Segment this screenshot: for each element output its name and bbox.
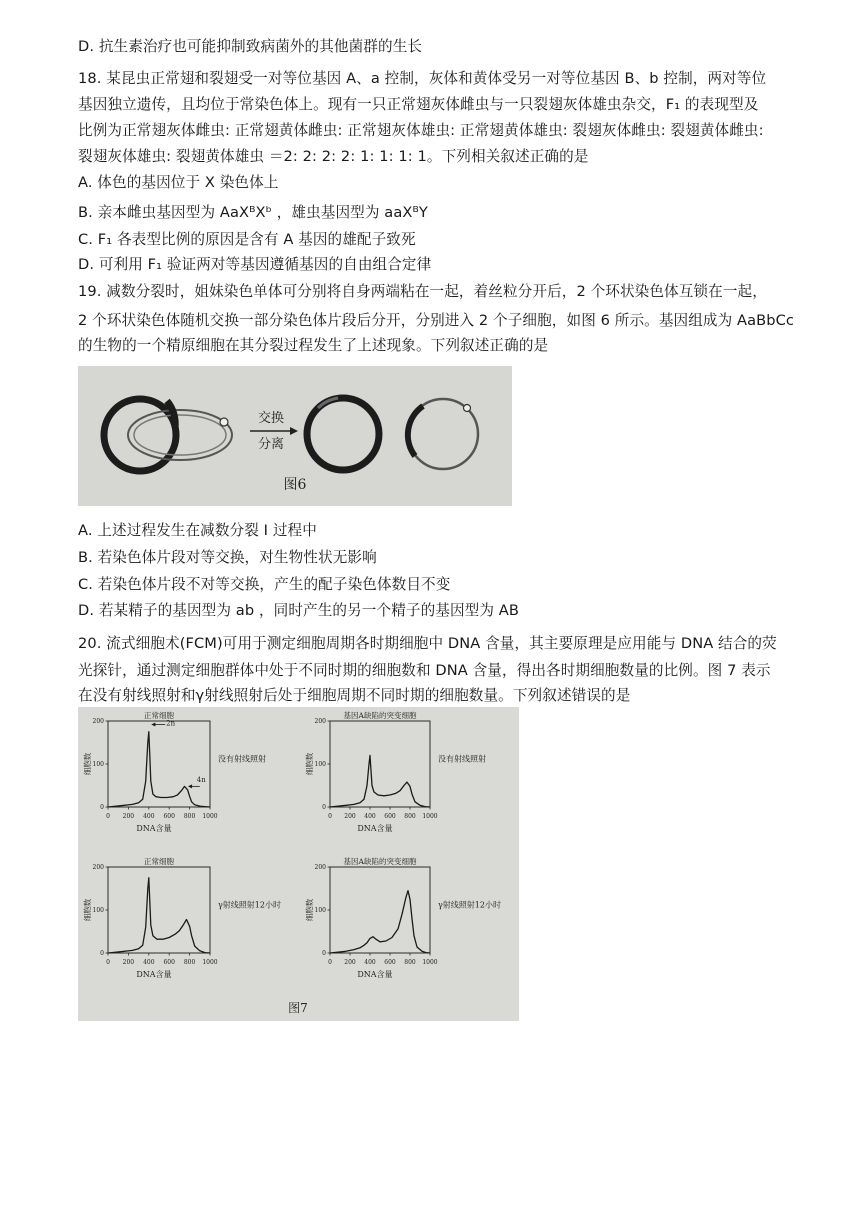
x-tick-label: 800 [183, 959, 196, 966]
q18-option-b: B. 亲本雌虫基因型为 AaXᴮXᵇ ，雄虫基因型为 aaXᴮY [78, 204, 428, 221]
annotation-4n: 4n [196, 776, 206, 785]
y-axis-label: 细胞数 [305, 752, 314, 776]
x-axis-label: DNA含量 [136, 824, 172, 833]
q19-stem-line-1: 19. 减数分裂时，姐妹染色单体可分别将自身两端粘在一起，着丝粒分开后，2 个环状染色体互锁在一起， [78, 283, 767, 300]
x-tick-label: 0 [328, 959, 332, 966]
x-tick-label: 200 [344, 959, 356, 966]
y-tick-label: 0 [100, 804, 104, 811]
x-tick-label: 0 [106, 813, 110, 820]
q18-stem-line-1: 18. 某昆虫正常翅和裂翅受一对等位基因 A、a 控制，灰体和黄体受另一对等位基因 B、b 控制，两对等位 [78, 70, 767, 87]
y-tick-label: 200 [314, 864, 326, 871]
x-tick-label: 0 [328, 813, 332, 820]
y-tick-label: 200 [92, 718, 104, 725]
q20-stem-line-3: 在没有射线照射和γ射线照射后处于细胞周期不同时期的细胞数量。下列叙述错误的是 [78, 687, 631, 704]
x-tick-label: 800 [183, 813, 196, 820]
x-axis-label: DNA含量 [357, 970, 393, 979]
x-tick-label: 400 [143, 959, 155, 966]
chart-condition-label: 没有射线照射 [218, 754, 266, 764]
x-tick-label: 1000 [422, 959, 438, 966]
x-tick-label: 1000 [202, 959, 218, 966]
arrow-label-separate: 分离 [257, 437, 285, 452]
annotation-2n: 2n [166, 719, 176, 728]
chart-title: 基因A缺陷的突变细胞 [343, 857, 417, 866]
y-tick-label: 100 [314, 761, 326, 768]
y-tick-label: 0 [100, 950, 104, 957]
x-tick-label: 0 [106, 959, 110, 966]
figure-6-caption: 图6 [283, 477, 307, 493]
x-axis-label: DNA含量 [136, 970, 172, 979]
y-axis-label: 细胞数 [83, 752, 92, 776]
x-tick-label: 1000 [202, 813, 218, 820]
chart-condition-label: γ射线照射12小时 [438, 900, 501, 910]
chart-title: 基因A缺陷的突变细胞 [343, 711, 417, 720]
centromere-dot [220, 418, 228, 426]
q18-stem-line-3: 比例为正常翅灰体雌虫: 正常翅黄体雌虫: 正常翅灰体雄虫: 正常翅黄体雄虫: 裂翅灰体雌虫: 裂翅黄体雌虫: [78, 122, 764, 139]
y-axis-label: 细胞数 [305, 898, 314, 922]
q19-option-a: A. 上述过程发生在减数分裂 I 过程中 [78, 522, 317, 539]
x-tick-label: 400 [364, 959, 376, 966]
q18-stem-line-2: 基因独立遗传，且均位于常染色体上。现有一只正常翅灰体雌虫与一只裂翅灰体雄虫杂交，F₁ 的表现型及 [78, 96, 759, 113]
q19-option-c: C. 若染色体片段不对等交换，产生的配子染色体数目不变 [78, 576, 451, 593]
y-tick-label: 200 [314, 718, 326, 725]
x-tick-label: 400 [364, 813, 376, 820]
y-tick-label: 100 [314, 907, 326, 914]
x-tick-label: 400 [143, 813, 155, 820]
chart-condition-label: 没有射线照射 [438, 754, 486, 764]
x-tick-label: 200 [344, 813, 356, 820]
x-tick-label: 800 [404, 959, 416, 966]
q17-option-d: D. 抗生素治疗也可能抑制致病菌外的其他菌群的生长 [78, 38, 423, 55]
q19-option-d: D. 若某精子的基因型为 ab ，同时产生的另一个精子的基因型为 AB [78, 602, 519, 619]
q20-stem-line-1: 20. 流式细胞术(FCM)可用于测定细胞周期各时期细胞中 DNA 含量，其主要原理是应用能与 DNA 结合的荧 [78, 635, 777, 652]
y-tick-label: 100 [92, 761, 104, 768]
chart-title: 正常细胞 [144, 711, 174, 720]
arrow-label-exchange: 交换 [257, 411, 285, 426]
figure-7-fcm-charts [78, 707, 519, 1021]
x-tick-label: 800 [404, 813, 416, 820]
x-tick-label: 1000 [422, 813, 438, 820]
x-tick-label: 600 [163, 813, 175, 820]
q18-option-a: A. 体色的基因位于 X 染色体上 [78, 174, 279, 191]
q18-option-d: D. 可利用 F₁ 验证两对等基因遵循基因的自由组合定律 [78, 256, 432, 273]
q19-stem-line-3: 的生物的一个精原细胞在其分裂过程发生了上述现象。下列叙述正确的是 [78, 337, 549, 354]
figure-6-ring-chromosomes [78, 366, 512, 506]
x-axis-label: DNA含量 [357, 824, 393, 833]
q19-option-b: B. 若染色体片段对等交换，对生物性状无影响 [78, 549, 377, 566]
x-tick-label: 600 [384, 959, 396, 966]
chart-title: 正常细胞 [144, 857, 174, 866]
chart-condition-label: γ射线照射12小时 [218, 900, 281, 910]
q19-stem-line-2: 2 个环状染色体随机交换一部分染色体片段后分开，分别进入 2 个子细胞，如图 6 所示。基因组成为 AaBbCc [78, 312, 795, 329]
y-tick-label: 0 [322, 804, 326, 811]
x-tick-label: 200 [122, 959, 135, 966]
q18-stem-line-4: 裂翅灰体雄虫: 裂翅黄体雄虫 ＝2: 2: 2: 2: 1: 1: 1: 1。下列相关叙述正确的是 [78, 148, 589, 165]
x-tick-label: 600 [163, 959, 175, 966]
x-tick-label: 600 [384, 813, 396, 820]
figure-7-caption: 图7 [288, 1001, 308, 1015]
y-tick-label: 100 [92, 907, 104, 914]
q20-stem-line-2: 光探针，通过测定细胞群体中处于不同时期的细胞数和 DNA 含量，得出各时期细胞数量的比例。图 7 表示 [78, 662, 771, 679]
x-tick-label: 200 [122, 813, 135, 820]
q18-option-c: C. F₁ 各表型比例的原因是含有 A 基因的雄配子致死 [78, 231, 416, 248]
y-tick-label: 0 [322, 950, 326, 957]
y-axis-label: 细胞数 [83, 898, 92, 922]
y-tick-label: 200 [92, 864, 104, 871]
